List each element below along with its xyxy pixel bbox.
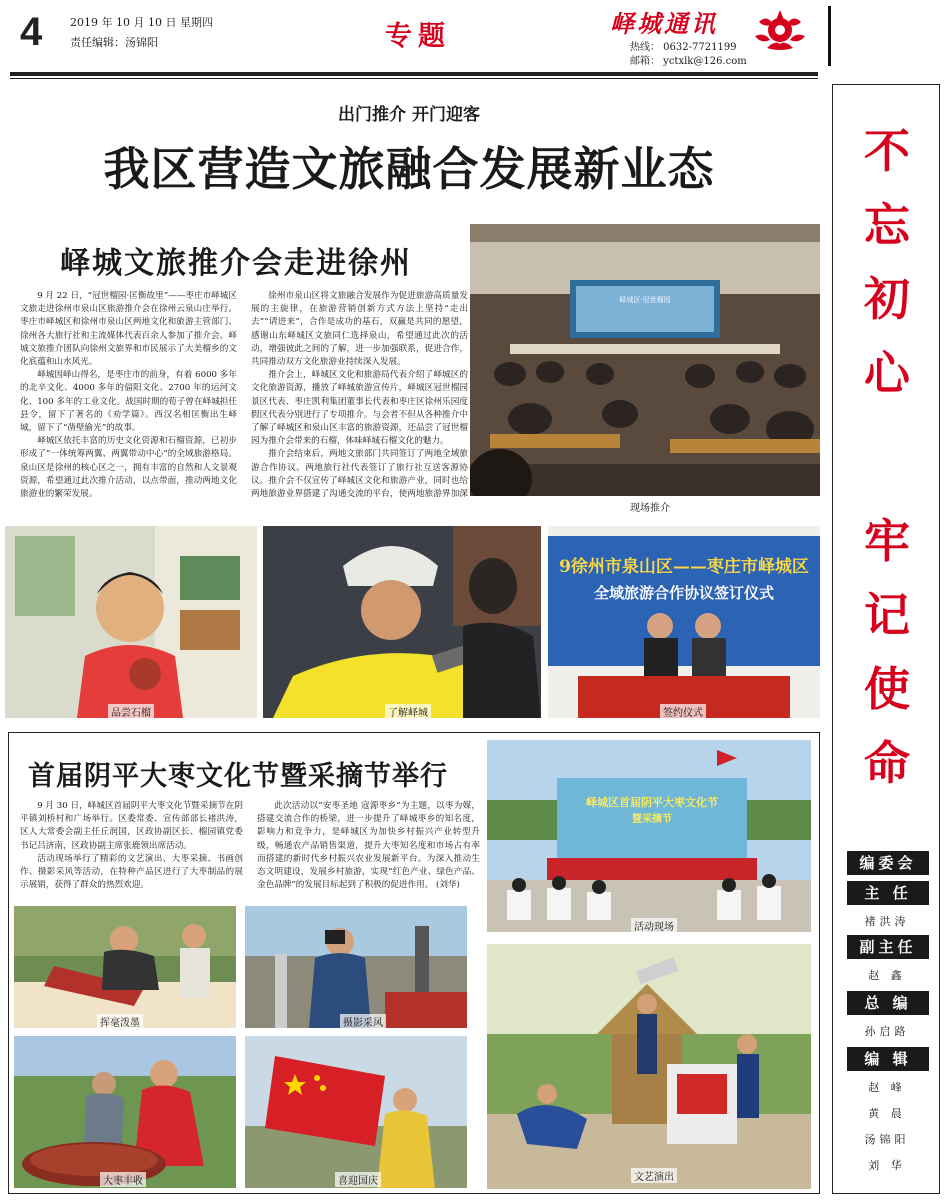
editor-name: 赵 鑫 [868, 969, 906, 982]
section-label: 专题 [385, 21, 451, 52]
editor-name: 褚洪涛 [864, 915, 910, 928]
article1-body [20, 290, 468, 520]
stage-text: 峄城区首届阴平大枣文化节 [586, 796, 718, 809]
caption: 文艺演出 [631, 1168, 677, 1183]
photo-conference-hall [470, 224, 820, 496]
role-title: 主 任 [847, 881, 929, 905]
caption: 品尝石榴 [108, 704, 154, 719]
caption: 现场推介 [630, 503, 670, 514]
article1-headline: 峄城文旅推介会走进徐州 [60, 246, 412, 281]
paragraph: 推介会上，峄城区文化和旅游局代表介绍了峄城区的文化旅游资源，播放了峄城旅游宣传片，峄城区冠世榴园景区代表、枣庄凯利集团董事长代表和枣庄区徐州乐园度假区代表分别进行了专项推介。与会者不但从各种推介中了解了峄城区和泉山区丰富的旅游资源，还品尝了冠世榴园为推介会带来的石榴，体味峄城石榴文化的魅力。 [251, 370, 468, 447]
slogan-char: 记 [864, 588, 910, 642]
caption: 了解峄城 [385, 704, 431, 719]
editor-name: 赵 峰 [868, 1081, 906, 1094]
slogan-char: 忘 [864, 198, 910, 252]
banner-text: 全域旅游合作协议签订仪式 [593, 584, 775, 602]
editor-name: 汤锦阳 [864, 1133, 910, 1146]
role-title: 副主任 [847, 935, 929, 959]
photo-photography [245, 906, 467, 1028]
header-divider [828, 6, 831, 66]
photo-calligraphy [14, 906, 236, 1028]
banner-text: 9徐州市泉山区——枣庄市峄城区 [559, 557, 809, 577]
slogan-char: 使 [864, 662, 910, 716]
paragraph: 9 月 30 日，峄城区首届阴平大枣文化节暨采摘节在阴平镇刘桥村和广场举行。区委常委、宣传部部长褚洪涛，区人大常委会副主任丘润国，区政协副区长、榴园镇党委书记吕济南，区政协副主席张鹿领出席活动。 [20, 801, 243, 851]
paragraph: 峄城区依托丰富的历史文化资源和石榴资源，已初步形成了“一体统筹两翼、两翼带动中心”的全域旅游格局。泉山区是徐州的核心区之一，拥有丰富的自然和人文景观资源，希望通过此次推介活动，以点带面，推动两地文化旅游业的繁荣发展。 [20, 436, 237, 500]
pomegranate-flower-icon [745, 4, 815, 52]
paragraph: 9 月 22 日，“冠世榴园·匡衡故里”——枣庄市峄城区文旅走进徐州市泉山区旅游推介会在徐州云泉山庄举行。枣庄市峄城区和徐州市泉山区两地文化和旅游主管部门、徐州各大旅行社和主流媒体代表百余人参加了推介会。峄城文旅推介团队向徐州文旅界和市民展示了大美榴乡的文化底蕴和山水风光。 [20, 291, 237, 368]
masthead-title: 峄城通讯 [610, 9, 718, 38]
photo-jujube-harvest [14, 1036, 236, 1188]
editor-name: 刘 华 [868, 1159, 906, 1172]
hotline-text: 热线： 0632-7721199 [630, 42, 737, 53]
photo-national-day [245, 1036, 467, 1188]
slogan-char: 初 [864, 272, 910, 326]
caption: 摄影采风 [340, 1014, 386, 1029]
stage-text: 暨采摘节 [632, 814, 672, 825]
paragraph: 峄城因峄山得名，是枣庄市的前身，有着 6000 多年的北辛文化、4000 多年的偪阳文化、2700 年的运河文化、100 多年的工业文化。战国时期的荀子曾在峄城担任县令，留下了著名的《劝学篇》。西汉名相匡衡出生峄城，留下了“凿壁偷光”的故事。 [20, 370, 237, 434]
role-title: 总 编 [847, 991, 929, 1015]
email-text[interactable]: 邮箱： yctxlk@126.com [630, 56, 747, 67]
photo-child-tasting [5, 526, 257, 718]
committee-label: 编委会 [847, 851, 929, 875]
page-headline: 我区营造文旅融合发展新业态 [103, 142, 715, 196]
photo-event-site [487, 740, 811, 932]
responsible-editor: 责任编辑：汤锦阳 [70, 36, 158, 49]
paragraph: 徐州市泉山区将文旅融合发展作为促进旅游高质量发展的主旋律，在旅游营销创新方式方法上坚持“走出去”“请进来”，合作是成功的基石，双赢是共同的愿望，感谢山东峄城区文旅同仁选择泉山，希望通过此次的活动，增强彼此之间的了解，进一步加强联系，促进合作，共同推动双方文化旅游业持续深入发展。 [251, 291, 468, 368]
role-title: 编 辑 [847, 1047, 929, 1071]
article2-headline: 首届阴平大枣文化节暨采摘节举行 [28, 761, 448, 792]
slogan-char: 命 [864, 736, 910, 790]
photo-signing-ceremony [548, 526, 820, 718]
paragraph: 此次活动以“安枣圣地 寇源枣乡”为主题，以枣为媒，搭建交流合作的桥梁，进一步提升了峄城枣乡的知名度，影响力和竞争力，是峄城区为加快乡村振兴产业转型升级，畅通农产品销售渠道，提升大枣知名度和市场占有率而搭建的新时代乡村振兴农业发展新平台。为深入推动生态文明建设，发展乡村旅游，实现“红色产业、绿色产品、金色品牌”的发展目标起到了积极的促进作用。 (刘华) [257, 801, 480, 891]
header-rule-thin [10, 78, 818, 79]
article-kicker: 出门推介 开门迎客 [338, 105, 480, 125]
article2-body [20, 800, 480, 900]
page-number: 4 [20, 10, 43, 54]
header-rule [10, 72, 818, 76]
paragraph: 推介会结束后，两地文旅部门共同签订了两地全域旅游合作协议。两地旅行社代表签订了旅行社互送客源协议。推介会不仅宣传了峄城区文化和旅游产业，同时也给两地旅游业界搭建了沟通交流的平台，使两地旅游界加深 [251, 449, 468, 500]
caption: 活动现场 [631, 918, 677, 933]
photo-performance [487, 944, 811, 1189]
slogan-char: 不 [864, 124, 910, 178]
slogan-char: 心 [864, 346, 910, 400]
photo-learning-yicheng [263, 526, 541, 718]
caption: 签约仪式 [660, 704, 706, 719]
editor-name: 黄 晨 [868, 1107, 906, 1120]
editor-name: 孙启路 [864, 1025, 910, 1038]
caption: 喜迎国庆 [335, 1172, 381, 1187]
sidebar-panel [832, 84, 940, 1194]
caption: 挥毫泼墨 [97, 1014, 143, 1029]
paragraph: 活动现场举行了精彩的文艺演出、大枣采摘、书画创作、摄影采风等活动，在特种产品区进行了大枣制品的展示展销，获得了群众的热烈欢迎。 [20, 853, 243, 891]
caption: 大枣丰收 [100, 1172, 146, 1187]
slogan-char: 牢 [864, 514, 910, 568]
issue-date: 2019 年 10 月 10 日 星期四 [70, 16, 213, 29]
screen-text: 峄城区·冠世榴园 [619, 296, 671, 304]
